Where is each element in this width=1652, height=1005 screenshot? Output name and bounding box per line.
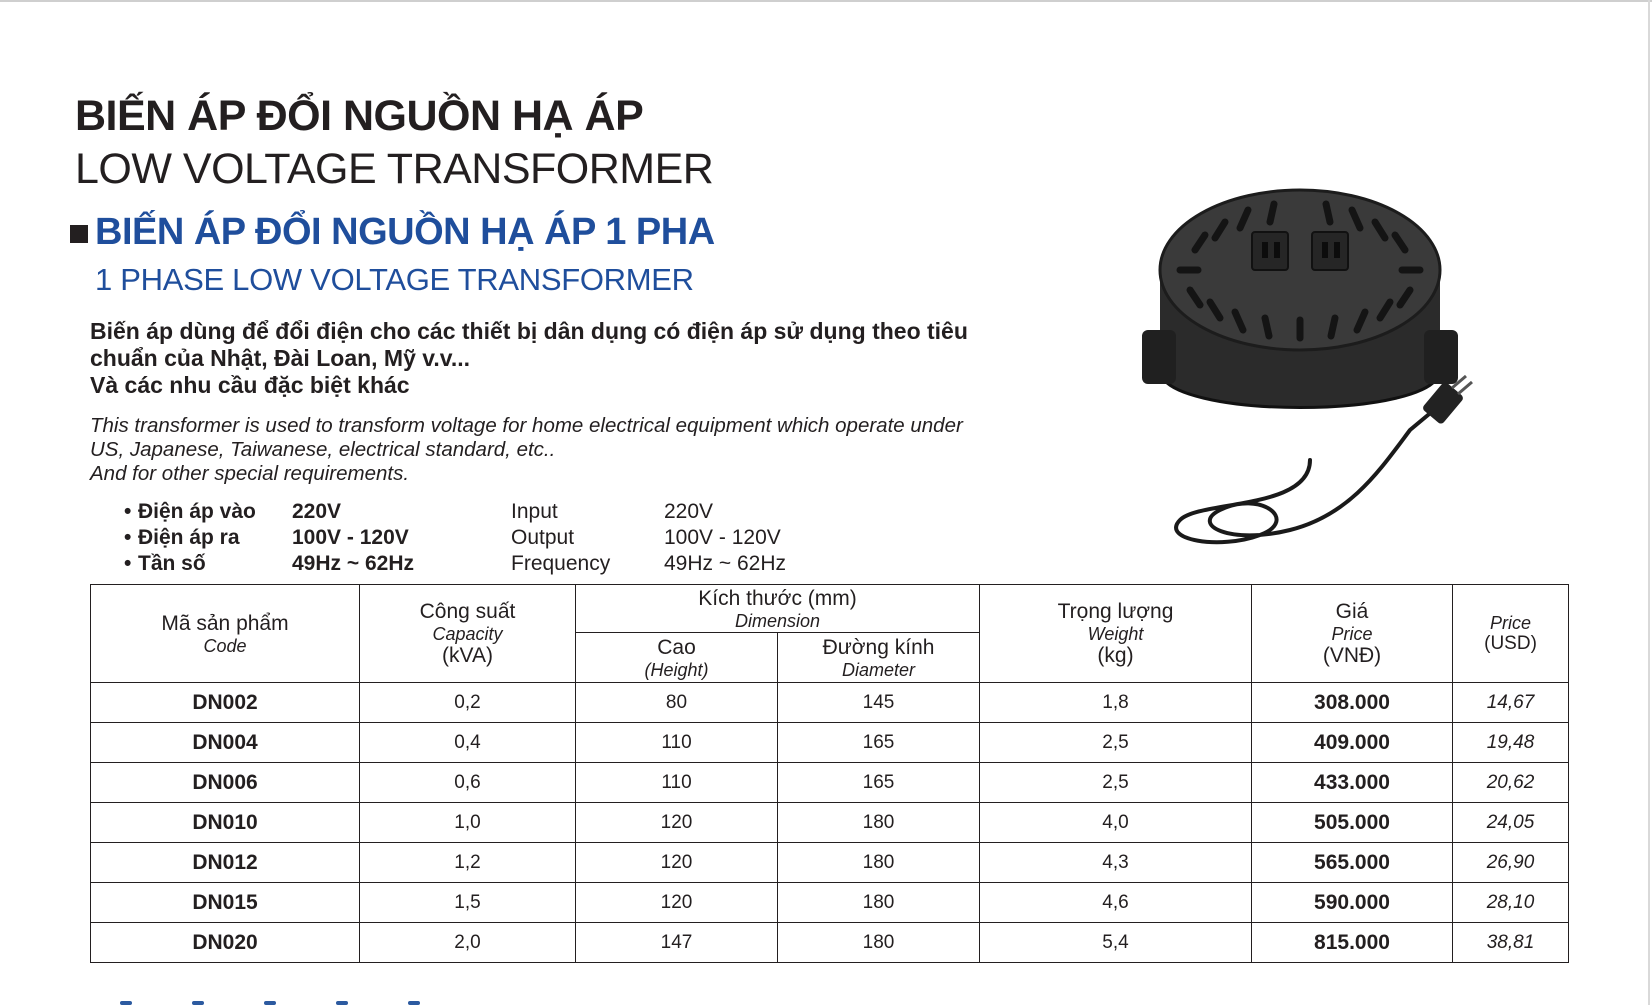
section-title-en: 1 PHASE LOW VOLTAGE TRANSFORMER [95, 262, 694, 297]
cell-weight: 4,3 [980, 843, 1252, 883]
cell-capacity: 1,0 [360, 803, 576, 843]
table-row [91, 723, 1569, 763]
spec-value-en: 220V [664, 500, 714, 523]
table-row [91, 923, 1569, 963]
cell-capacity: 1,2 [360, 843, 576, 883]
spec-label-en: Output [511, 526, 575, 549]
table-row [91, 803, 1569, 843]
header-capacity-unit: (kVA) [442, 643, 493, 667]
cell-code: DN015 [91, 883, 360, 923]
table-row [91, 883, 1569, 923]
cell-code: DN002 [91, 683, 360, 723]
cell-diameter: 180 [778, 923, 980, 963]
header-diameter-en: Diameter [841, 659, 916, 680]
table-row [91, 843, 1569, 883]
cell-price-usd: 24,05 [1453, 803, 1569, 843]
cell-capacity: 0,4 [360, 723, 576, 763]
spec-value-vn: 49Hz ~ 62Hz [292, 552, 414, 575]
section-title-vn: BIẾN ÁP ĐỔI NGUỒN HẠ ÁP 1 PHA [95, 211, 715, 253]
cell-height: 120 [576, 843, 778, 883]
spec-label-en: Frequency [511, 552, 611, 575]
table-row [91, 763, 1569, 803]
header-weight-unit: (kg) [1097, 643, 1134, 667]
cell-capacity: 0,2 [360, 683, 576, 723]
header-code [91, 585, 360, 683]
spec-value-en: 100V - 120V [664, 526, 781, 549]
product-table [90, 584, 1569, 963]
cell-price-usd: 19,48 [1453, 723, 1569, 763]
description-en-line: And for other special requirements. [90, 462, 410, 485]
spec-label-vn: Điện áp vào [138, 500, 256, 523]
bullet-icon: • [124, 500, 132, 523]
cell-diameter: 180 [778, 843, 980, 883]
header-height-en: (Height) [644, 659, 709, 680]
cell-code: DN010 [91, 803, 360, 843]
cell-height: 80 [576, 683, 778, 723]
spec-row-input [124, 500, 824, 526]
header-diameter [778, 633, 980, 683]
cell-diameter: 145 [778, 683, 980, 723]
top-border [0, 0, 1652, 2]
spec-row-frequency [124, 552, 824, 578]
spec-row-output [124, 526, 824, 552]
cell-diameter: 180 [778, 883, 980, 923]
right-border [1648, 0, 1650, 1005]
header-price-en: Price [1331, 623, 1373, 644]
cell-height: 110 [576, 723, 778, 763]
spec-list [124, 500, 824, 578]
transformer-photo-icon [1140, 180, 1500, 560]
cell-height: 120 [576, 883, 778, 923]
header-capacity [360, 585, 576, 683]
cell-price-vnd: 590.000 [1252, 883, 1453, 923]
cell-code: DN006 [91, 763, 360, 803]
header-capacity-vn: Công suất [419, 599, 516, 623]
cell-weight: 4,0 [980, 803, 1252, 843]
cell-price-vnd: 308.000 [1252, 683, 1453, 723]
description-vn-line: Và các nhu cầu đặc biệt khác [90, 372, 410, 398]
header-weight [980, 585, 1252, 683]
cell-height: 110 [576, 763, 778, 803]
description-vn-line: chuẩn của Nhật, Đài Loan, Mỹ v.v... [90, 345, 471, 371]
cell-diameter: 165 [778, 763, 980, 803]
cell-capacity: 2,0 [360, 923, 576, 963]
description-en [90, 414, 1070, 486]
cell-height: 147 [576, 923, 778, 963]
cell-height: 120 [576, 803, 778, 843]
description-en-line: US, Japanese, Taiwanese, electrical standard, etc.. [90, 438, 556, 461]
header-price-vnd-unit: (VNĐ) [1322, 643, 1382, 667]
header-diameter-vn: Đường kính [822, 635, 935, 659]
table-row [91, 683, 1569, 723]
header-price-vn: Giá [1335, 599, 1369, 623]
header-dimension-vn: Kích thước (mm) [698, 586, 857, 610]
cell-price-usd: 20,62 [1453, 763, 1569, 803]
page-title-vn: BIẾN ÁP ĐỔI NGUỒN HẠ ÁP [75, 92, 644, 140]
cell-code: DN004 [91, 723, 360, 763]
cell-price-vnd: 815.000 [1252, 923, 1453, 963]
cell-price-vnd: 409.000 [1252, 723, 1453, 763]
cell-price-usd: 38,81 [1453, 923, 1569, 963]
cell-code: DN020 [91, 923, 360, 963]
description-vn [90, 318, 1070, 399]
next-section-cutoff [120, 995, 620, 1005]
cell-price-vnd: 505.000 [1252, 803, 1453, 843]
description-vn-line: Biến áp dùng để đổi điện cho các thiết bị dân dụng có điện áp sử dụng theo tiêu [90, 318, 968, 344]
cell-weight: 2,5 [980, 763, 1252, 803]
header-weight-vn: Trọng lượng [1057, 599, 1174, 623]
cell-weight: 5,4 [980, 923, 1252, 963]
header-code-en: Code [203, 635, 247, 656]
header-price-usd-label: Price [1490, 612, 1532, 633]
spec-label-vn: Tần số [138, 552, 206, 575]
cell-code: DN012 [91, 843, 360, 883]
cell-price-usd: 28,10 [1453, 883, 1569, 923]
header-height [576, 633, 778, 683]
spec-value-vn: 100V - 120V [292, 526, 409, 549]
header-dimension-en: Dimension [734, 610, 821, 631]
header-price-usd-unit: (USD) [1484, 632, 1537, 654]
header-height-vn: Cao [657, 635, 696, 659]
header-dimension [576, 585, 980, 633]
page-title-en: LOW VOLTAGE TRANSFORMER [75, 145, 714, 193]
spec-value-vn: 220V [292, 500, 342, 523]
cell-price-vnd: 565.000 [1252, 843, 1453, 883]
header-capacity-en: Capacity [432, 623, 503, 644]
cell-price-usd: 14,67 [1453, 683, 1569, 723]
cell-weight: 1,8 [980, 683, 1252, 723]
section-bullet-icon [70, 225, 88, 243]
cell-weight: 2,5 [980, 723, 1252, 763]
bullet-icon: • [124, 526, 132, 549]
spec-label-en: Input [511, 500, 558, 523]
header-price-vnd [1252, 585, 1453, 683]
bullet-icon: • [124, 552, 132, 575]
cell-weight: 4,6 [980, 883, 1252, 923]
spec-label-vn: Điện áp ra [138, 526, 240, 549]
cell-price-vnd: 433.000 [1252, 763, 1453, 803]
header-price-usd [1453, 585, 1569, 683]
header-weight-en: Weight [1087, 623, 1144, 644]
cell-capacity: 1,5 [360, 883, 576, 923]
cell-price-usd: 26,90 [1453, 843, 1569, 883]
cell-diameter: 180 [778, 803, 980, 843]
cell-diameter: 165 [778, 723, 980, 763]
header-code-vn: Mã sản phẩm [161, 611, 289, 635]
cell-capacity: 0,6 [360, 763, 576, 803]
spec-value-en: 49Hz ~ 62Hz [664, 552, 786, 575]
description-en-line: This transformer is used to transform voltage for home electrical equipment which operate under [90, 414, 963, 437]
